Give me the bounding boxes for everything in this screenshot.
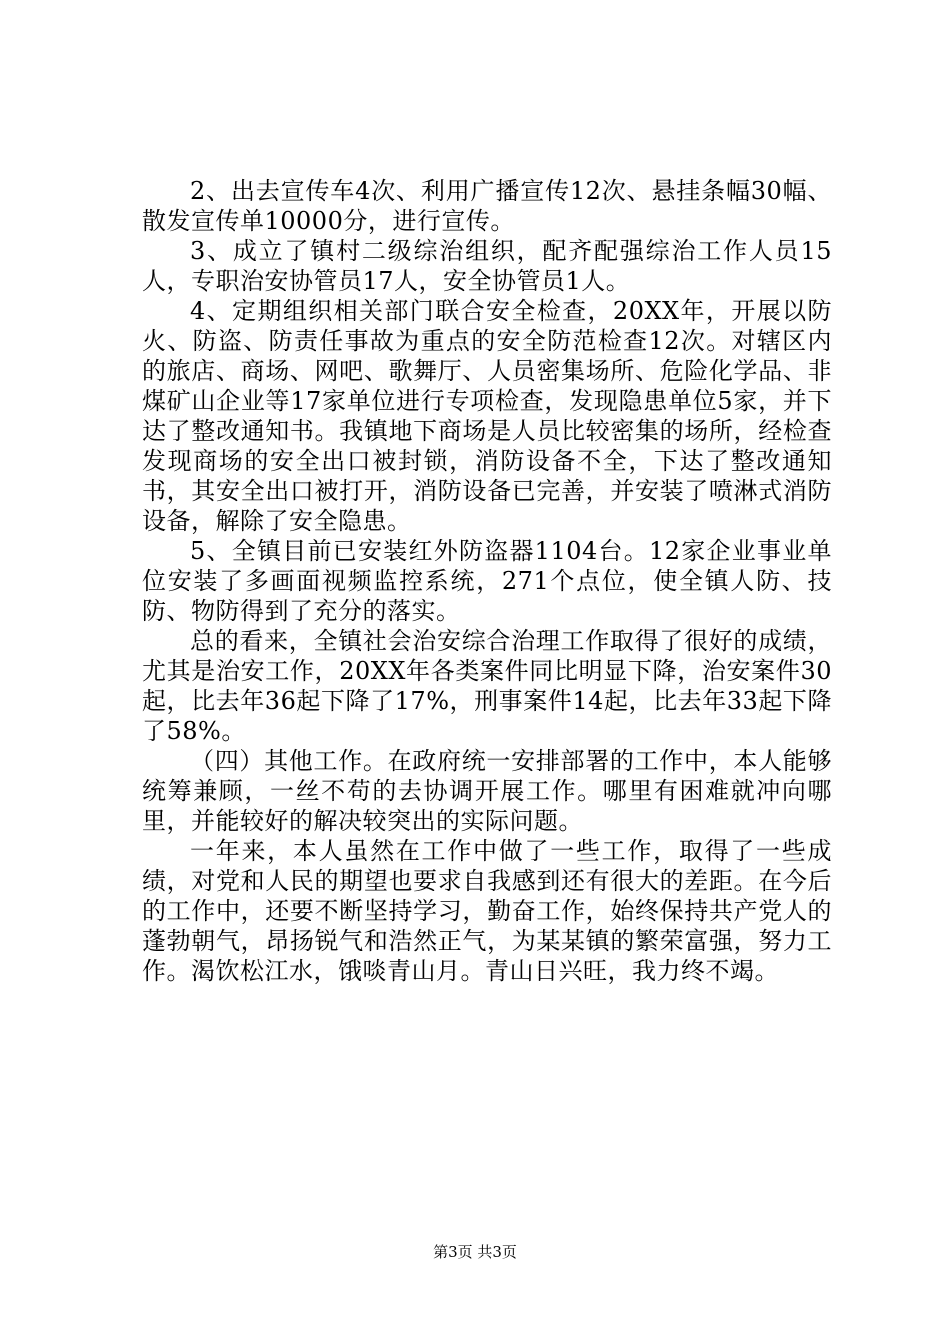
- paragraph-summary: 总的看来，全镇社会治安综合治理工作取得了很好的成绩，尤其是治安工作，20XX年各类案件同比明显下降，治安案件30起，比去年36起下降了17%，刑事案件14起，比去年33起下降了58%。: [142, 627, 832, 745]
- paragraph-safety-inspection: 4、定期组织相关部门联合安全检查，20XX年，开展以防火、防盗、防责任事故为重点的安全防范检查12次。对辖区内的旅店、商场、网吧、歌舞厅、人员密集场所、危险化学品、非煤矿山企业等17家单位进行专项检查，发现隐患单位5家，并下达了整改通知书。我镇地下商场是人员比较密集的场所，经检查发现商场的安全出口被封锁，消防设备不全，下达了整改通知书，其安全出口被打开，消防设备已完善，并安装了喷淋式消防设备，解除了安全隐患。: [142, 297, 832, 535]
- paragraph-other-work: （四）其他工作。在政府统一安排部署的工作中，本人能够统筹兼顾，一丝不苟的去协调开展工作。哪里有困难就冲向哪里，并能较好的解决较突出的实际问题。: [142, 747, 832, 835]
- paragraph-publicity: 2、出去宣传车4次、利用广播宣传12次、悬挂条幅30幅、散发宣传单10000分，进行宣传。: [142, 177, 832, 235]
- page-footer: 第3页 共3页: [433, 1243, 517, 1261]
- document-body: [142, 176, 832, 986]
- paragraph-conclusion: 一年来，本人虽然在工作中做了一些工作，取得了一些成绩，对党和人民的期望也要求自我感到还有很大的差距。在今后的工作中，还要不断坚持学习，勤奋工作，始终保持共产党人的蓬勃朝气，昂扬锐气和浩然正气，为某某镇的繁荣富强，努力工作。渴饮松江水，饿啖青山月。青山日兴旺，我力终不竭。: [142, 837, 832, 985]
- paragraph-security-devices: 5、全镇目前已安装红外防盗器1104台。12家企业事业单位安装了多画面视频监控系统，271个点位，使全镇人防、技防、物防得到了充分的落实。: [142, 537, 832, 625]
- paragraph-organization: 3、成立了镇村二级综治组织，配齐配强综治工作人员15人，专职治安协管员17人，安全协管员1人。: [142, 237, 832, 295]
